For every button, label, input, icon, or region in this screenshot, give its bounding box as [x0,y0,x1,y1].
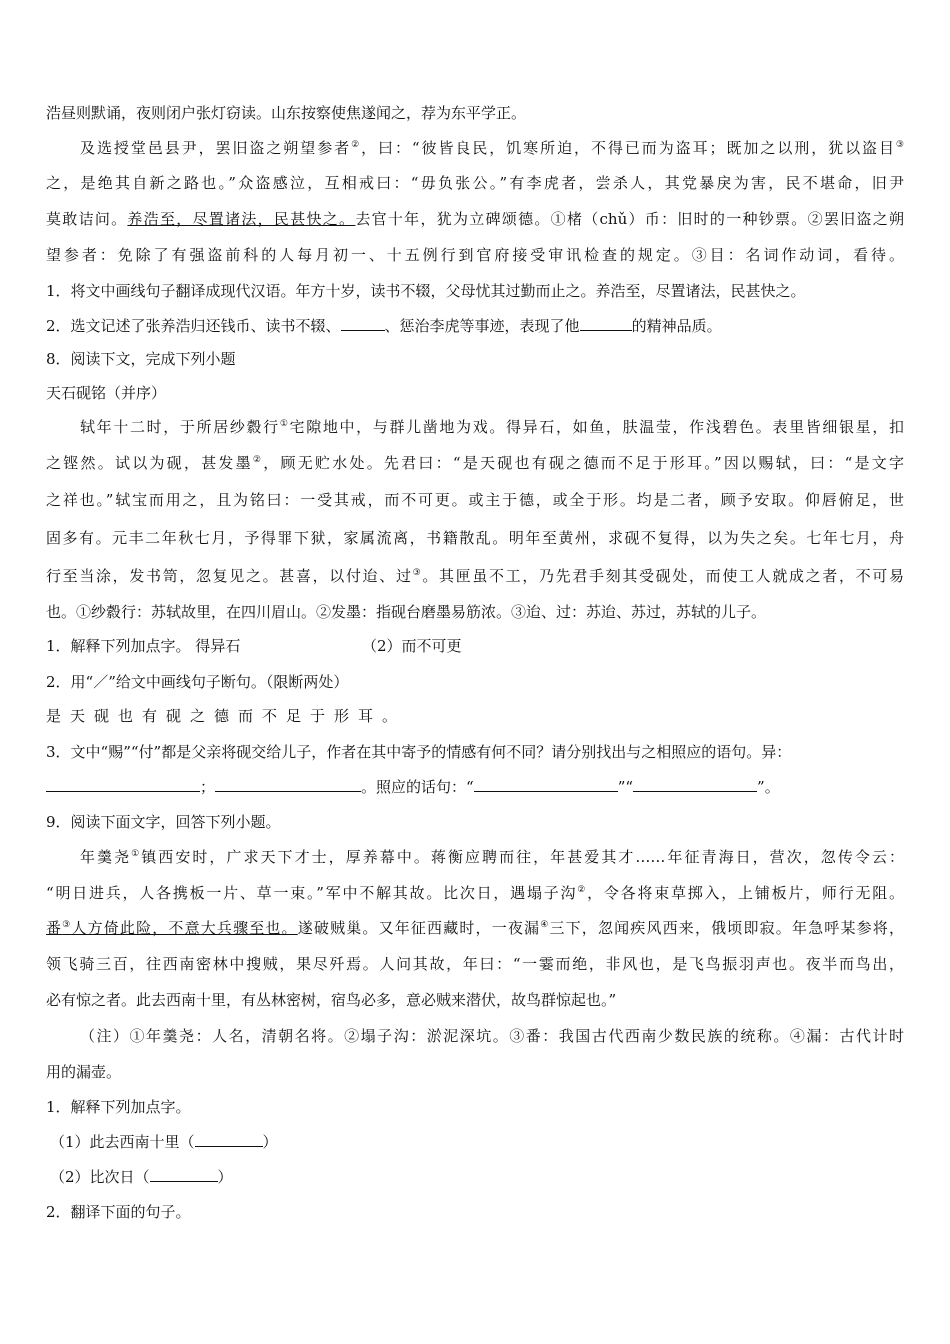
text-line-26: 必有惊之者。此去西南十里，有丛林密树，宿鸟必多，意必贼来潜伏，故鸟群惊起也。” [46,991,617,1009]
footnotes-line: （注）①年羹尧：人名，清朝名将。②塌子沟：淤泥深坑。③番：我国古代西南少数民族的统称。④漏：古代计时 [80,1027,904,1045]
question-8-2: 2．用“／”给文中画线句子断句。（限断两处） [46,673,349,691]
section-9-heading: 9．阅读下面文字，回答下列小题。 [46,813,281,831]
text-line-25: 领飞骑三百，往西南密林中搜贼，果尽歼焉。人问其故，年曰：“一霎而绝，非风也，是飞鸟振羽声也。夜半而鸟出， [46,955,904,973]
answer-blank[interactable] [341,316,385,331]
footnote-mark: ② [577,885,588,895]
text-line-22: 年羹尧①镇西安时，广求天下才士，厚养幕中。蒋衡应聘而往，年甚爱其才……年征青海日，营次，忽传令云： [80,848,904,866]
passage-title: 天石砚铭（并序） [46,384,167,402]
footnote-mark: ② [252,455,264,465]
question-8-1-part-2: （2）而不可更 [362,637,462,655]
question-8-3-answers: ； 。照应的话句：“ ”“ ”。 [46,777,780,796]
footnote-mark: ③ [412,568,423,578]
footnote-mark: ③ [895,140,904,150]
underlined-sentence: 番③人方倚此险，不意大兵骤至也。 [46,919,298,937]
answer-blank[interactable] [215,777,361,792]
text-line-4: 莫敢诘问。养浩至，尽置诸法，民甚快之。去官十年，犹为立碑颂德。①楮（chǔ）币：旧时的一种钞票。②罢旧盗之朔 [46,210,904,228]
answer-blank[interactable] [195,1132,263,1147]
footnotes-line-2: 用的漏壶。 [46,1063,122,1081]
question-2: 2．选文记述了张养浩归还钱币、读书不辍、 、惩治李虎等事迹，表现了他 的精神品质。 [46,317,722,335]
answer-blank[interactable] [580,316,632,331]
text-line-11: 之铿然。试以为砚，甚发墨②，顾无贮水处。先君曰：“是天砚也有砚之德而不足于形耳。”因以赐轼，曰：“是文字 [46,454,904,472]
text-line-12: 之祥也。”轼宝而用之，且为铭曰：一受其戒，而不可更。或主于德，或全于形。均是二者，顾予安取。仰唇俯足，世 [46,491,904,509]
footnote-mark: ② [351,140,362,150]
question-9-1-part-1: （1）此去西南十里（ ） [50,1133,278,1151]
sentence-to-punctuate: 是天砚也有砚之德而不足于形耳。 [46,707,407,725]
question-1: 1．将文中画线句子翻译成现代汉语。年方十岁，读书不辍，父母忧其过勤而止之。养浩至，尽置诸法，民甚快之。 [46,282,806,300]
question-9-2: 2．翻译下面的句子。 [46,1203,191,1221]
answer-blank[interactable] [633,777,757,792]
footnote-mark: ① [279,419,290,429]
footnote-mark: ④ [540,920,550,930]
question-9-1-part-2: （2）比次日（ ） [50,1168,233,1186]
question-8-1: 1．解释下列加点字。 得异石 [46,637,241,655]
underlined-sentence: 养浩至，尽置诸法，民甚快之。 [127,210,356,228]
text-line-14: 行至当涂，发书笥，忽复见之。甚喜，以付迨、过③。其匣虽不工，乃先君手刻其受砚处，而使工人就成之者，不可易 [46,567,904,585]
answer-blank[interactable] [474,777,618,792]
text-line-2: 及选授堂邑县尹，罢旧盗之朔望参者②，曰：“彼皆良民，饥寒所迫，不得已而为盗耳；既加之以刑，犹以盗目③ [80,139,904,157]
footnote-mark: ③ [62,920,72,930]
text-line-5: 望参者：免除了有强盗前科的人每月初一、十五例行到官府接受审讯检查的规定。③目：名词作动词，看待。 [46,246,904,264]
question-9-1: 1．解释下列加点字。 [46,1098,191,1116]
text-line-15: 也。①纱縠行：苏轼故里，在四川眉山。②发墨：指砚台磨墨易筋浓。③迨、过：苏迨、苏过，苏轼的儿子。 [46,603,767,621]
question-8-3: 3．文中“赐”“付”都是父亲将砚交给儿子，作者在其中寄予的情感有何不同？请分别找出与之相照应的语句。异： [46,743,792,761]
text-line-24: 番③人方倚此险，不意大兵骤至也。遂破贼巢。又年征西藏时，一夜漏④三下，忽闻疾风西来，俄顷即寂。年急呼某参将， [46,919,904,937]
text-line-13: 固多有。元丰二年秋七月，予得罪下狱，家属流离，书籍散乱。明年至黄州，求砚不复得，以为失之矣。七年七月，舟 [46,529,904,547]
text-line-1: 浩昼则默诵，夜则闭户张灯窃读。山东按察使焦遂闻之，荐为东平学正。 [46,104,527,122]
text-line-23: “明日进兵，人各携板一片、草一束。”军中不解其故。比次日，遇塌子沟②，令各将束草掷入，上铺板片，师行无阻。 [46,884,904,902]
footnote-mark: ① [131,849,142,859]
answer-blank[interactable] [150,1167,218,1182]
section-8-heading: 8．阅读下文，完成下列小题 [46,350,236,368]
answer-blank[interactable] [46,777,200,792]
text-line-3: 之，是绝其自新之路也。”众盗感泣，互相戒曰：“毋负张公。”有李虎者，尝杀人，其党暴戾为害，民不堪命，旧尹 [46,174,904,192]
text-line-10: 轼年十二时，于所居纱縠行①宅隙地中，与群儿凿地为戏。得异石，如鱼，肤温莹，作浅碧色。表里皆细银星，扣 [80,418,904,436]
